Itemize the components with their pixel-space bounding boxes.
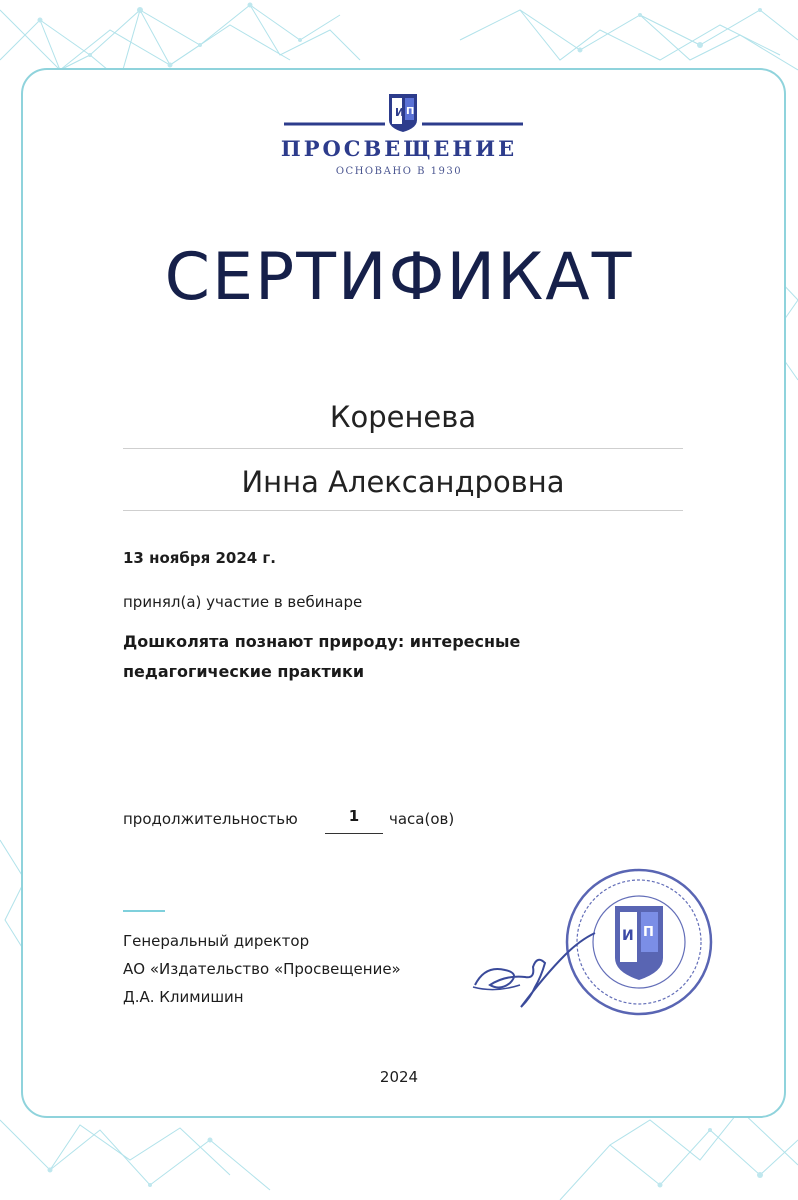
- accent-line: [123, 910, 165, 912]
- svg-text:П: П: [643, 925, 654, 940]
- name-divider: [123, 448, 683, 449]
- svg-text:П: П: [406, 106, 415, 117]
- signatory-name: Д.А. Климишин: [123, 988, 244, 1006]
- certificate-title: СЕРТИФИКАТ: [164, 240, 634, 315]
- recipient-surname: Коренева: [329, 400, 477, 434]
- duration-value: 1: [325, 807, 383, 834]
- participation-text: принял(а) участие в вебинаре: [123, 593, 363, 611]
- event-date: 13 ноября 2024 г.: [123, 549, 276, 567]
- signatory-block: [123, 927, 401, 1011]
- duration-label: продолжительностью: [123, 810, 298, 828]
- signatory-organization: АО «Издательство «Просвещение»: [123, 960, 401, 978]
- name-divider: [123, 510, 683, 511]
- certificate-year: 2024: [379, 1068, 419, 1086]
- duration-unit: часа(ов): [389, 810, 455, 828]
- recipient-given-names: Инна Александровна: [241, 465, 565, 499]
- stamp-seal-icon: [563, 866, 715, 1018]
- signatory-position: Генеральный директор: [123, 932, 310, 950]
- publisher-founded: ОСНОВАНО В 1930: [335, 166, 463, 177]
- webinar-topic-line-1: Дошколята познают природу: интересные: [123, 632, 521, 651]
- publisher-name: ПРОСВЕЩЕНИЕ: [280, 136, 518, 161]
- webinar-topic-line-2: педагогические практики: [123, 662, 365, 681]
- svg-text:И: И: [395, 106, 405, 119]
- svg-text:И: И: [622, 928, 634, 944]
